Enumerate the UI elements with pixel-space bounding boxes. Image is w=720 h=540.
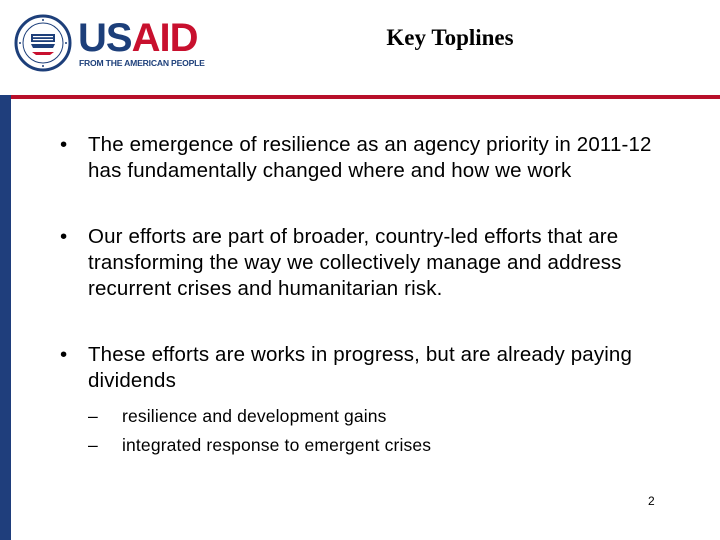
- page-number: 2: [648, 494, 655, 508]
- sub-bullet-list: [88, 402, 680, 460]
- bullet-item: [60, 132, 680, 184]
- sub-bullet-text: integrated response to emergent crises: [122, 435, 432, 455]
- bullet-text: These efforts are works in progress, but are already paying dividends: [88, 343, 633, 392]
- sub-bullet-marker: –: [88, 435, 98, 455]
- bullet-marker: •: [60, 225, 68, 248]
- sub-bullet-text: resilience and development gains: [122, 406, 387, 426]
- top-rule-divider: [10, 95, 720, 99]
- sub-bullet-marker: –: [88, 406, 98, 426]
- bullet-item: [60, 224, 680, 302]
- sub-bullet-item: [88, 402, 680, 431]
- bullet-text: The emergence of resilience as an agency priority in 2011-12 has fundamentally changed where and how we work: [88, 133, 652, 182]
- usaid-logo: [14, 14, 214, 74]
- bullet-text: Our efforts are part of broader, country-led efforts that are transforming the way we collectively manage and address recurrent crises and humanitarian risk.: [88, 225, 622, 300]
- usaid-seal-icon: [14, 14, 72, 72]
- sub-bullet-item: [88, 431, 680, 460]
- left-side-bar: [0, 95, 11, 540]
- bullet-marker: •: [60, 133, 68, 156]
- bullet-marker: •: [60, 343, 68, 366]
- bullet-list: [60, 132, 680, 500]
- brand-us: US: [78, 16, 132, 60]
- logo-tagline: FROM THE AMERICAN PEOPLE: [79, 58, 205, 68]
- usaid-wordmark: [78, 18, 197, 58]
- bullet-item: [60, 342, 680, 460]
- brand-aid: AID: [131, 16, 198, 60]
- slide-title: Key Toplines: [386, 25, 514, 50]
